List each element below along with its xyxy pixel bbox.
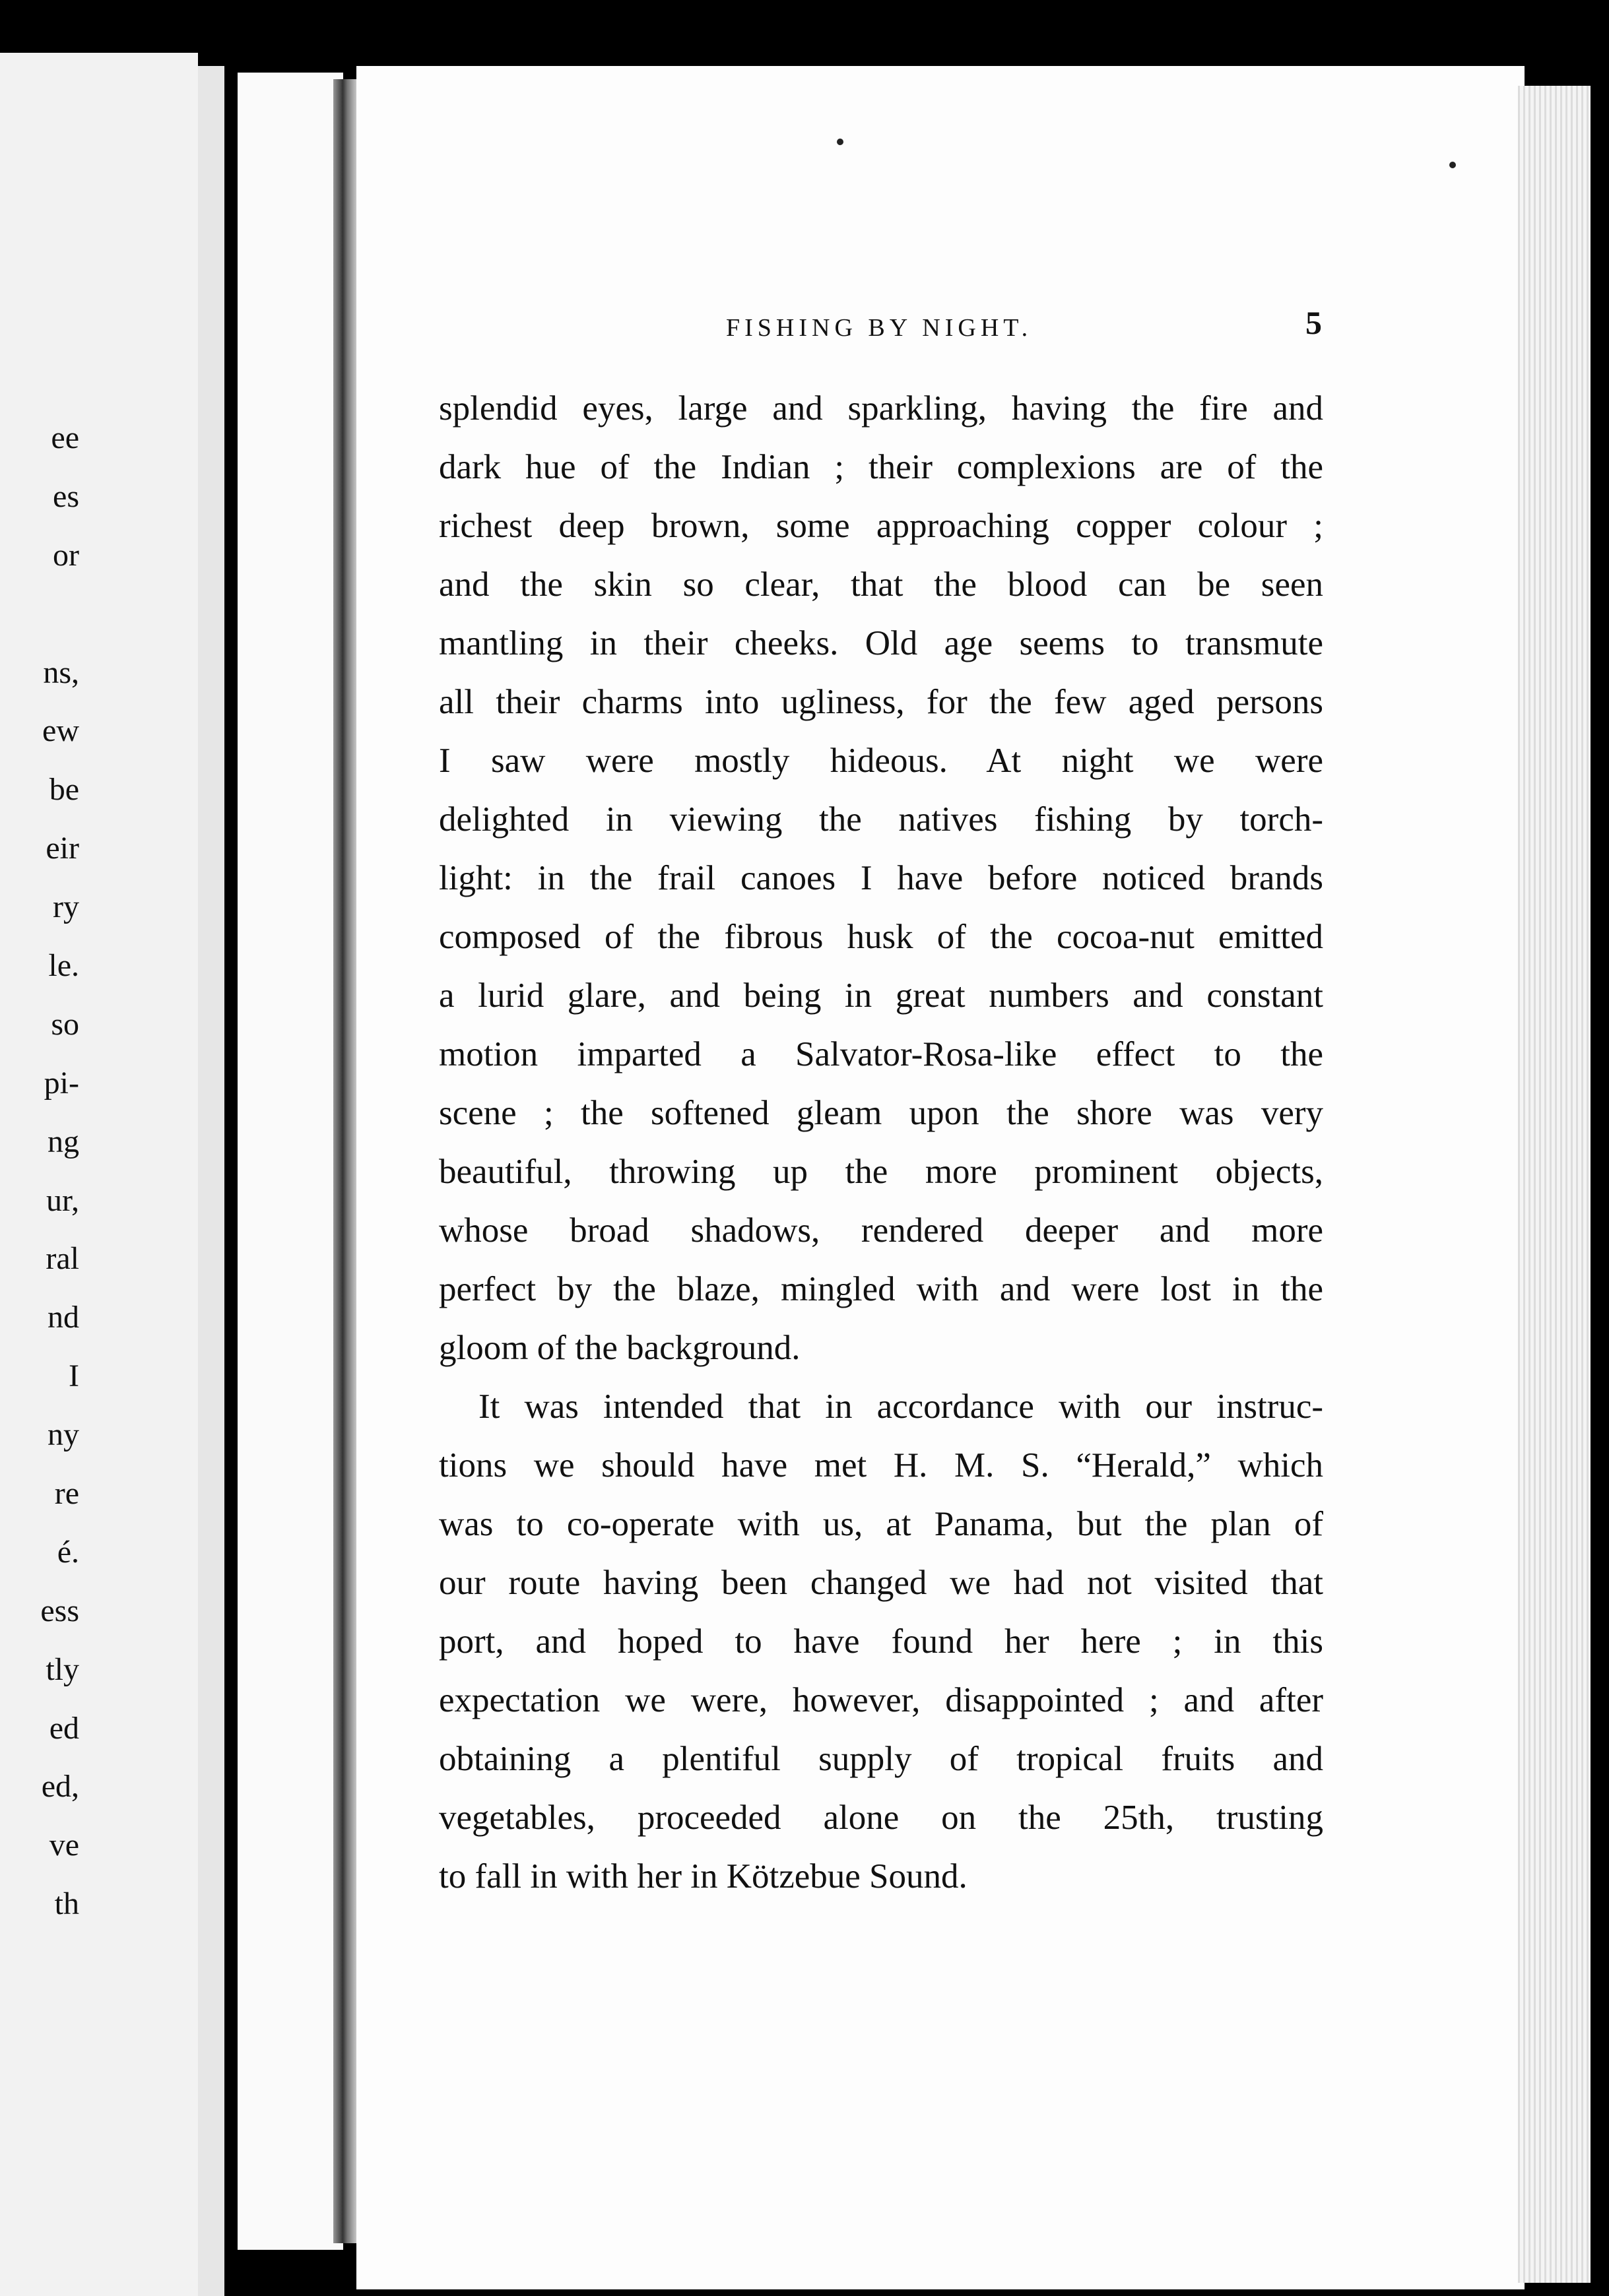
left-page-fragment: ew <box>42 713 79 749</box>
paragraph-1 <box>439 379 1323 1378</box>
left-page-fragment: so <box>51 1006 79 1042</box>
left-page-fragment: ny <box>48 1417 79 1453</box>
left-page-fragment: th <box>54 1886 79 1922</box>
text-line: expectation we were, however, disappointed ; and after <box>439 1681 1323 1719</box>
left-page-fragment: or <box>53 537 79 573</box>
text-line: scene ; the softened gleam upon the shore was very <box>439 1094 1323 1132</box>
book-gutter-outer <box>198 66 224 2296</box>
text-line: perfect by the blaze, mingled with and were lost in the <box>439 1270 1323 1308</box>
text-line: port, and hoped to have found her here ; in this <box>439 1622 1323 1661</box>
text-line: beautiful, throwing up the more prominent objects, <box>439 1153 1323 1191</box>
text-line: was to co-operate with us, at Panama, but the plan of <box>439 1505 1323 1543</box>
left-page-fragment: es <box>53 478 79 514</box>
text-line: our route having been changed we had not visited that <box>439 1564 1323 1602</box>
left-page-fragment: ng <box>48 1124 79 1159</box>
body-text <box>439 379 1323 1906</box>
text-line: motion imparted a Salvator-Rosa-like effect to the <box>439 1035 1323 1073</box>
text-line: dark hue of the Indian ; their complexions are of the <box>439 448 1323 486</box>
book-spine-shadow <box>333 79 357 2243</box>
left-page-fragment: ry <box>53 889 79 925</box>
left-page-fragment: pi- <box>44 1065 79 1100</box>
text-line: and the skin so clear, that the blood can be seen <box>439 565 1323 604</box>
text-line: It was intended that in accordance with our instruc- <box>478 1387 1323 1426</box>
book-gutter-inner <box>238 73 343 2250</box>
left-page-fragment: le. <box>48 948 79 984</box>
text-line: light: in the frail canoes I have before noticed brands <box>439 859 1323 897</box>
left-page-fragment: eir <box>46 831 79 866</box>
page-stack-edge <box>1518 86 1591 2283</box>
text-line: mantling in their cheeks. Old age seems to transmute <box>439 624 1323 662</box>
text-line: all their charms into ugliness, for the few aged persons <box>439 683 1323 721</box>
text-line: richest deep brown, some approaching copper colour ; <box>439 507 1323 545</box>
left-page-fragment: ve <box>49 1828 79 1863</box>
text-line: a lurid glare, and being in great numbers and constant <box>439 976 1323 1015</box>
left-page-fragment: ess <box>40 1593 79 1628</box>
text-line: I saw were mostly hideous. At night we were <box>439 742 1323 780</box>
print-speck <box>837 139 843 145</box>
text-line: vegetables, proceeded alone on the 25th, trusting <box>439 1799 1323 1837</box>
page-number: 5 <box>1305 304 1322 341</box>
left-page-fragment: be <box>49 772 79 808</box>
left-page-text-fragments <box>0 409 79 1934</box>
left-facing-page <box>0 53 198 2296</box>
left-page-fragment: tly <box>46 1651 79 1687</box>
left-page-fragment: nd <box>48 1300 79 1335</box>
left-page-fragment: ed, <box>41 1769 79 1804</box>
left-page-fragment: é. <box>57 1534 79 1570</box>
print-speck <box>1449 162 1456 168</box>
left-page-fragment: ed <box>49 1710 79 1746</box>
text-line: delighted in viewing the natives fishing by torch- <box>439 800 1323 839</box>
text-line: whose broad shadows, rendered deeper and more <box>439 1211 1323 1250</box>
left-page-fragment: re <box>54 1476 79 1512</box>
left-page-fragment <box>0 585 79 644</box>
running-head: FISHING BY NIGHT. <box>726 314 1033 342</box>
left-page-fragment: I <box>69 1358 79 1394</box>
text-line: gloom of the background. <box>439 1329 801 1367</box>
left-page-fragment: ral <box>46 1241 79 1277</box>
left-page-fragment: ee <box>51 420 79 455</box>
text-line: to fall in with her in Kötzebue Sound. <box>439 1857 968 1896</box>
text-line: obtaining a plentiful supply of tropical fruits and <box>439 1740 1323 1778</box>
paragraph-2 <box>439 1378 1323 1906</box>
left-page-fragment: ur, <box>46 1182 79 1218</box>
text-line: composed of the fibrous husk of the cocoa-nut emitted <box>439 918 1323 956</box>
text-line: tions we should have met H. M. S. “Herald,” which <box>439 1446 1323 1484</box>
left-page-fragment: ns, <box>43 654 79 690</box>
text-line: splendid eyes, large and sparkling, having the fire and <box>439 389 1323 428</box>
